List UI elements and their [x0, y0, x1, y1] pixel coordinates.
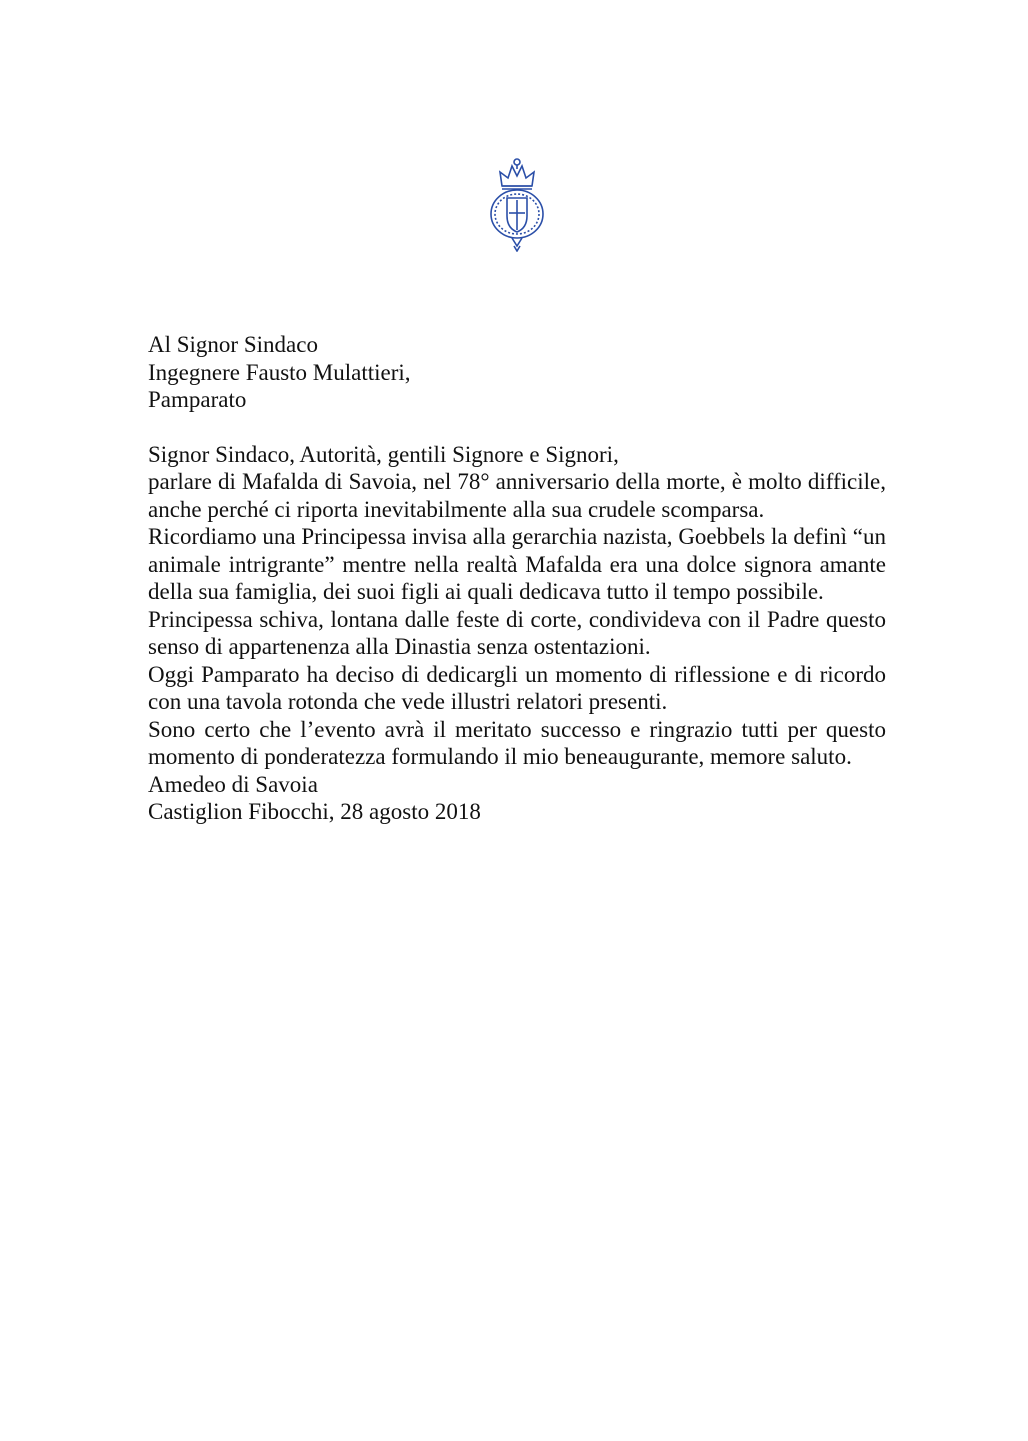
recipient-line-1: Al Signor Sindaco — [148, 332, 318, 357]
greeting: Signor Sindaco, Autorità, gentili Signore e Signori, — [148, 441, 619, 467]
letter-body — [148, 331, 886, 826]
place-date: Castiglion Fibocchi, 28 agosto 2018 — [148, 799, 481, 824]
recipient-line-2: Ingegnere Fausto Mulattieri, — [148, 359, 411, 385]
paragraph-3: Principessa schiva, lontana dalle feste di corte, condivideva con il Padre questo senso di appartenenza alla Dinastia senza ostentazioni. — [148, 606, 886, 659]
savoy-crest-icon — [486, 156, 548, 252]
paragraph-2: Ricordiamo una Principessa invisa alla gerarchia nazista, Goebbels la definì “un animale intrigrante” mentre nella realtà Mafalda era una dolce signora amante della sua famiglia, dei suoi figli ai quali dedicava tutto il tempo possibile. — [148, 524, 886, 604]
paragraph-4: Oggi Pamparato ha deciso di dedicargli un momento di riflessione e di ricordo con una tavola rotonda che vede illustri relatori presenti. — [148, 661, 886, 714]
paragraph-1: parlare di Mafalda di Savoia, nel 78° anniversario della morte, è molto difficile, anche perché ci riporta inevitabilmente alla sua crudele scomparsa. — [148, 469, 886, 522]
recipient-line-3: Pamparato — [148, 387, 247, 412]
signature: Amedeo di Savoia — [148, 771, 318, 797]
paragraph-5: Sono certo che l’evento avrà il meritato successo e ringrazio tutti per questo momento di ponderatezza formulando il mio beneaugurante, memore saluto. — [148, 716, 886, 769]
